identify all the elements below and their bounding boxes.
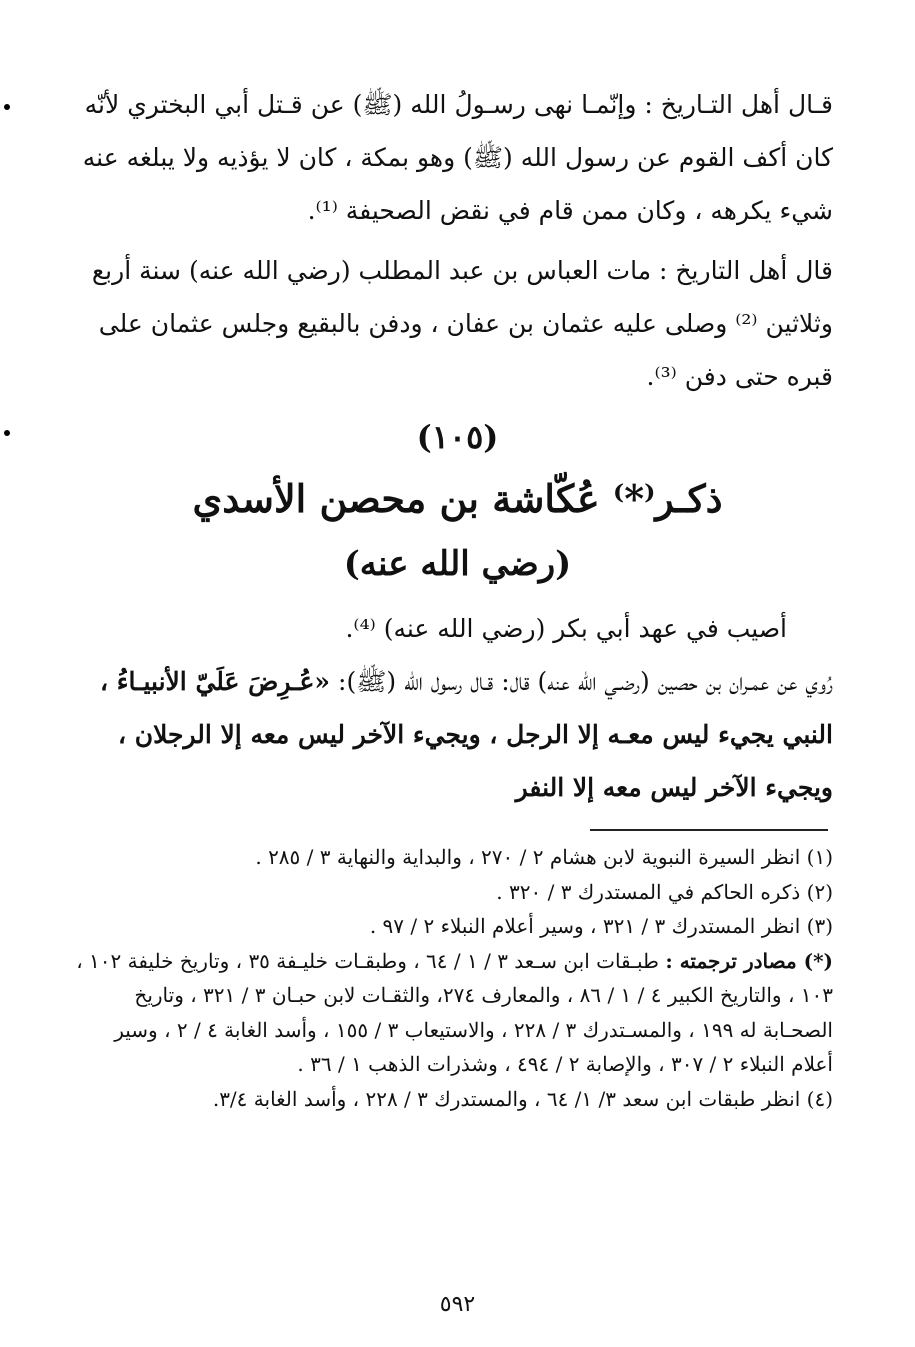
paragraph-death-note: أصيب في عهد أبي بكر (رضي الله عنه) ⁽⁴⁾. — [345, 614, 787, 643]
paragraph-abu-bakhtari: قـال أهل التـاريخ : وإنّمـا نهى رسـولُ الله (ﷺ) عن قـتل أبي البختري لأنّه كان أكف القوم عن رسول الله (ﷺ) وهو بمكة ، كان لا يؤذيه ولا يبلغه عنه شيء يكرهه ، وكان ممن قام في نقض الصحيفة ⁽¹⁾. — [82, 90, 833, 225]
hadith-intro: رُوي عن عمـران بن حصين (رضـي الله عنه) قال: قـال رسول الله (ﷺ): — [338, 667, 833, 696]
page-number: ٥٩٢ — [439, 1292, 476, 1317]
footnote-2: (٢) ذكره الحاكم في المستدرك ٣ / ٣٢٠ . — [496, 879, 833, 904]
margin-dot — [4, 104, 10, 110]
paragraph-hadith — [81, 655, 833, 814]
footnote-1: (١) انظر السيرة النبوية لابن هشام ٢ / ٢٧٠ ، والبداية والنهاية ٣ / ٢٨٥ . — [255, 845, 833, 869]
footnote-star-text: طبـقات ابن سـعد ٣ / ١ / ٦٤ ، وطبقـات خليـفة ٣٥ ، وتاريخ خليفة ١٠٢ ، ١٠٣ ، والتاريخ الكبير ٤ / ١ / ٨٦ ، والمعارف ٢٧٤، والثقـات لابن حبـان ٣ / ٣٢١ ، وتاريخ الصحـابة له ١٩٩ ، والمسـتدرك ٣ / ٢٢٨ ، والاستيعاب ٣ / ١٥٥ ، وأسد الغابة ٤ / ٢ ، وسير أعلام النبلاء ٢ / ٣٠٧ ، والإصابة ٢ / ٤٩٤ ، وشذرات الذهب ١ / ٣٦ . — [76, 948, 833, 1076]
paragraph-abbas-death: قال أهل التاريخ : مات العباس بن عبد المطلب (رضي الله عنه) سنة أربع وثلاثين ⁽²⁾ وصلى عليه عثمان بن عفان ، ودفن بالبقيع وجلس عثمان على قبره حتى دفن ⁽³⁾. — [91, 256, 833, 391]
footnote-4: (٤) انظر طبقات ابن سعد ٣/ ١/ ٦٤ ، والمستدرك ٣ / ٢٢٨ ، وأسد الغابة ٣/٤. — [212, 1086, 833, 1111]
footnote-3: (٣) انظر المستدرك ٣ / ٣٢١ ، وسير أعلام النبلاء ٢ / ٩٧ . — [369, 914, 833, 938]
section-subtitle: (رضي الله عنه) — [343, 544, 572, 584]
section-number: (١٠٥) — [416, 418, 499, 456]
footnotes — [73, 840, 833, 1116]
footnote-star — [73, 944, 833, 1082]
footnote-star-label: (*) مصادر ترجمته : — [665, 948, 833, 973]
hadith-text: «عُـرِضَ عَلَيّ الأنبيـاءُ ، النبي يجيء ليس معـه إلا الرجل ، ويجيء الآخر ليس معه إلا الرجلان ، ويجيء الآخر ليس معه إلا النفر — [100, 667, 833, 802]
footnote-divider — [590, 829, 828, 831]
section-title: ذكـر⁽*⁾ عُكّاشة بن محصن الأسدي — [192, 476, 723, 521]
